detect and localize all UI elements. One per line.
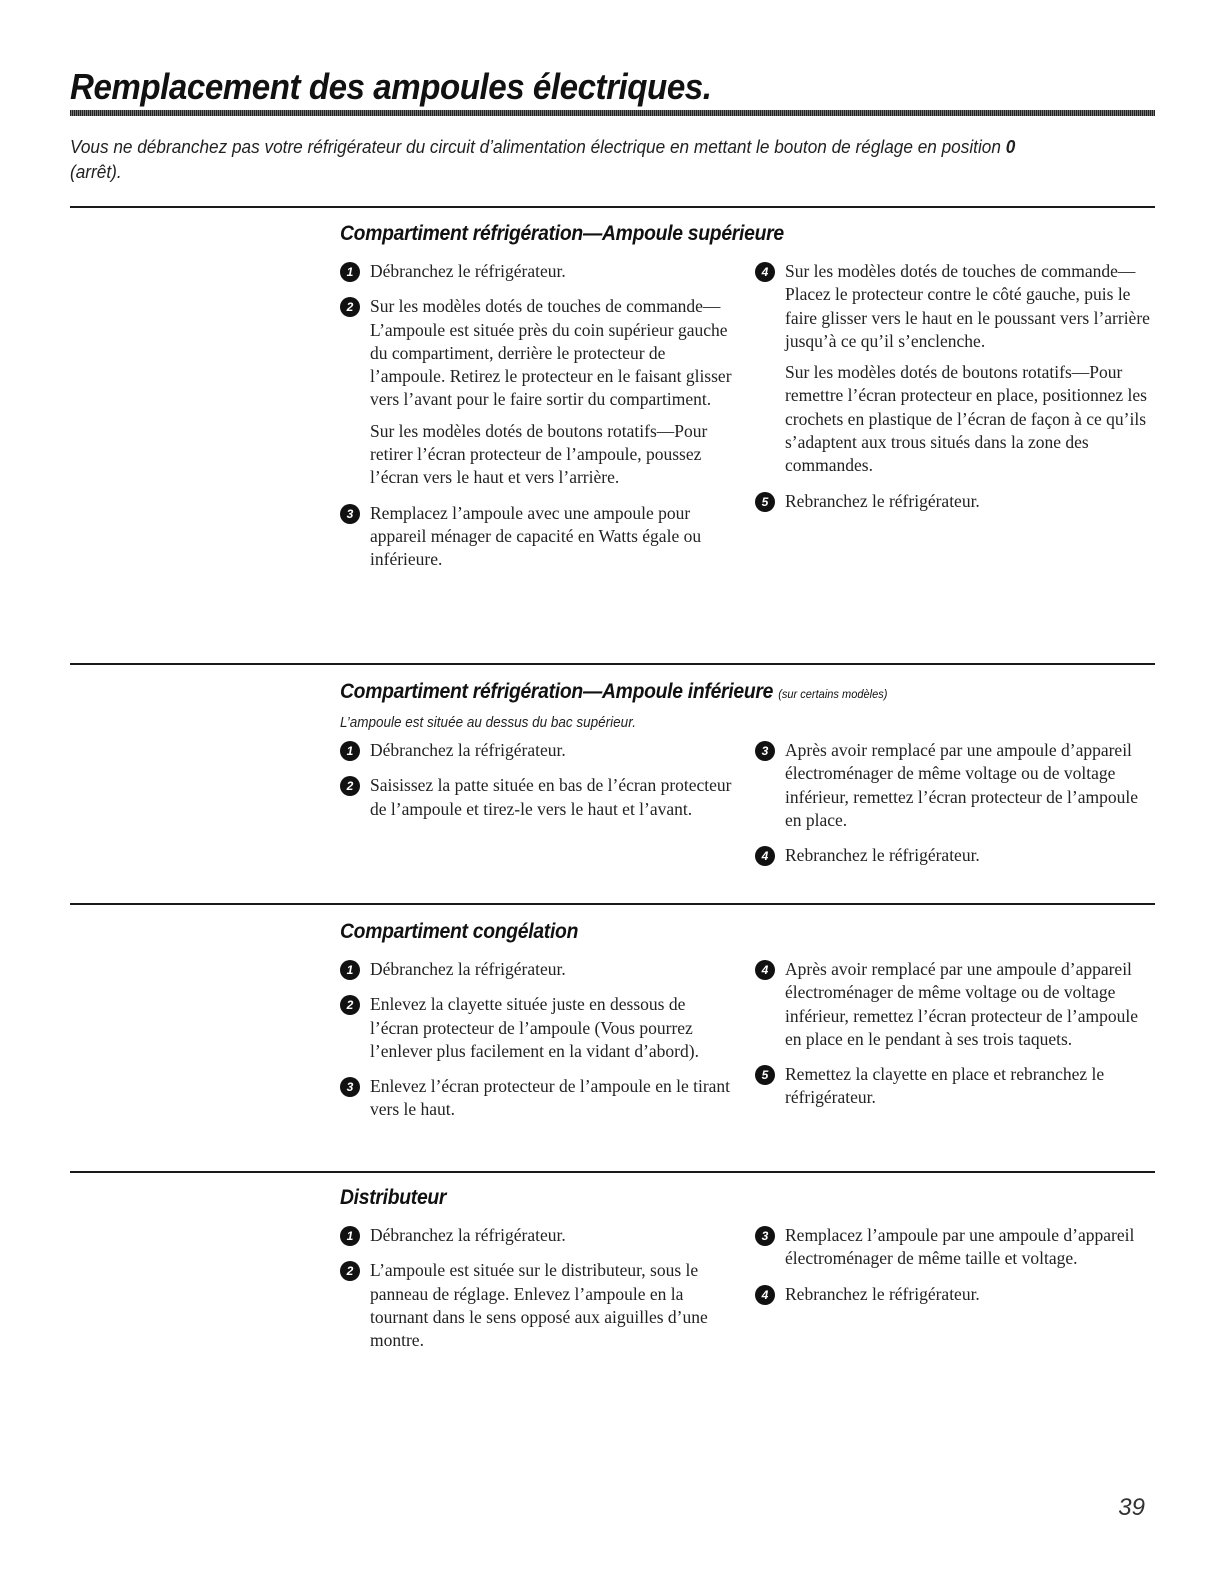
- step-text: Sur les modèles dotés de boutons rotatifs—Pour remettre l’écran protecteur en place, positionnez les crochets en plastique de l’écran de façon à ce qu’ils s’adaptent aux trous situés dans la zone des commandes.: [785, 362, 1147, 476]
- step-column-right: [755, 739, 1150, 879]
- step-item: [340, 260, 735, 283]
- section-title: [340, 680, 1090, 704]
- step-item: [340, 502, 735, 572]
- step-text: Sur les modèles dotés de touches de commande—Placez le protecteur contre le côté gauche, puis le faire glisser vers le haut en le poussant vers l’arrière jusqu’à ce qu’il s’enclenche.: [785, 261, 1150, 351]
- step-column-left: [340, 739, 735, 833]
- step-item: [340, 739, 735, 762]
- step-text: Saisissez la patte située en bas de l’écran protecteur de l’ampoule et tirez-le vers le haut et l’avant.: [370, 775, 732, 819]
- section-bottom-bulb: [340, 680, 1155, 866]
- step-text: Sur les modèles dotés de boutons rotatifs—Pour retirer l’écran protecteur de l’ampoule, poussez l’écran vers le haut et vers l’arrière.: [370, 420, 708, 488]
- step-column-right: [755, 1224, 1150, 1318]
- step-item: [340, 1259, 735, 1352]
- step-text: Remplacez l’ampoule avec une ampoule pour appareil ménager de capacité en Watts égale ou inférieure.: [370, 502, 702, 570]
- step-item: [755, 844, 1150, 867]
- section-title: [340, 1186, 1090, 1210]
- step-text: Débranchez la réfrigérateur.: [370, 959, 566, 979]
- step-number-badge: 3: [755, 1226, 775, 1246]
- step-number-badge: 3: [340, 1077, 360, 1097]
- intro-text-start: Vous ne débranchez pas votre réfrigérateur du circuit d’alimentation électrique en mettant le bouton de réglage en position: [70, 136, 1006, 157]
- step-number-badge: 5: [755, 1065, 775, 1085]
- step-number-badge: 4: [755, 846, 775, 866]
- step-number-badge: 1: [340, 262, 360, 282]
- title-rule: [70, 110, 1155, 116]
- step-text: Enlevez la clayette située juste en dessous de l’écran protecteur de l’ampoule (Vous pourrez l’enlever plus facilement en la vidant d’abord).: [370, 994, 699, 1061]
- step-number-badge: 3: [755, 741, 775, 761]
- section-title: [340, 222, 1090, 246]
- step-text: L’ampoule est située sur le distributeur, sous le panneau de réglage. Enlevez l’ampoule en la tournant dans le sens opposé aux aiguilles d’une montre.: [370, 1260, 708, 1351]
- step-column-right: [755, 260, 1150, 525]
- section-divider: [70, 903, 1155, 905]
- step-number-badge: 4: [755, 960, 775, 980]
- step-number-badge: 2: [340, 1261, 360, 1281]
- step-number-badge: 2: [340, 995, 360, 1015]
- step-item: [755, 958, 1150, 1051]
- step-column-left: [340, 958, 735, 1134]
- section-divider: [70, 206, 1155, 208]
- step-item: [340, 993, 735, 1063]
- step-item: [755, 1224, 1150, 1271]
- section-title-text: Compartiment congélation: [340, 920, 579, 943]
- step-number-badge: 1: [340, 960, 360, 980]
- step-item: [340, 1224, 735, 1247]
- section-subtitle: L’ampoule est située au dessus du bac supérieur.: [340, 714, 636, 731]
- step-text: Rebranchez le réfrigérateur.: [785, 1283, 980, 1304]
- step-text: Débranchez la réfrigérateur.: [370, 1225, 566, 1245]
- page-number: 39: [1118, 1494, 1145, 1521]
- step-text: Débranchez la réfrigérateur.: [370, 740, 566, 760]
- section-divider: [70, 663, 1155, 665]
- step-item: [340, 1075, 735, 1122]
- step-text: Enlevez l’écran protecteur de l’ampoule en le tirant vers le haut.: [370, 1076, 731, 1120]
- step-text: Sur les modèles dotés de touches de commande—L’ampoule est située près du coin supérieur gauche du compartiment, derrière le protecteur de l’ampoule. Retirez le protecteur en le faisant glisser vers l’avant pour le faire sortir du compartiment.: [370, 296, 732, 410]
- step-number-badge: 5: [755, 492, 775, 512]
- section-title-text: Distributeur: [340, 1186, 447, 1209]
- step-text: Après avoir remplacé par une ampoule d’appareil électroménager de même voltage ou de voltage inférieur, remettez l’écran protecteur de l’ampoule en place.: [785, 740, 1138, 830]
- step-text: Rebranchez le réfrigérateur.: [785, 490, 980, 511]
- step-text: Débranchez le réfrigérateur.: [370, 261, 566, 281]
- section-top-bulb: [340, 222, 1155, 570]
- step-item: [755, 490, 1150, 513]
- step-item: [340, 774, 735, 821]
- section-dispenser: [340, 1186, 1155, 1351]
- step-item: [340, 958, 735, 981]
- intro-text-end: (arrêt).: [70, 161, 122, 182]
- step-item: [755, 1063, 1150, 1110]
- section-title-text: Compartiment réfrigération—Ampoule supérieure: [340, 222, 784, 245]
- step-column-left: [340, 1224, 735, 1364]
- step-text: Rebranchez le réfrigérateur.: [785, 845, 980, 866]
- step-text: Après avoir remplacé par une ampoule d’appareil électroménager de même voltage ou de voltage inférieur, remettez l’écran protecteur de l’ampoule en place en le pendant à ses trois taquets.: [785, 959, 1138, 1049]
- step-number-badge: 4: [755, 1285, 775, 1305]
- step-column-left: [340, 260, 735, 584]
- step-item: [755, 739, 1150, 832]
- section-title: [340, 920, 1090, 944]
- step-text: Remplacez l’ampoule par une ampoule d’appareil électroménager de même taille et voltage.: [785, 1225, 1135, 1269]
- step-item: [340, 295, 735, 489]
- step-number-badge: 4: [755, 262, 775, 282]
- section-title-text: Compartiment réfrigération—Ampoule inférieure: [340, 680, 774, 703]
- intro-position-value: 0: [1005, 136, 1016, 157]
- step-text: Remettez la clayette en place et rebranchez le réfrigérateur.: [785, 1064, 1105, 1108]
- intro-text: [70, 134, 1056, 184]
- step-number-badge: 1: [340, 741, 360, 761]
- section-divider: [70, 1171, 1155, 1173]
- section-title-note: (sur certains modèles): [778, 687, 888, 701]
- section-freezer: [340, 920, 1155, 1120]
- step-item: [755, 260, 1150, 478]
- step-column-right: [755, 958, 1150, 1122]
- step-number-badge: 2: [340, 776, 360, 796]
- step-number-badge: 2: [340, 297, 360, 317]
- step-number-badge: 1: [340, 1226, 360, 1246]
- step-number-badge: 3: [340, 504, 360, 524]
- page-title: Remplacement des ampoules électriques.: [70, 66, 712, 107]
- step-item: [755, 1283, 1150, 1306]
